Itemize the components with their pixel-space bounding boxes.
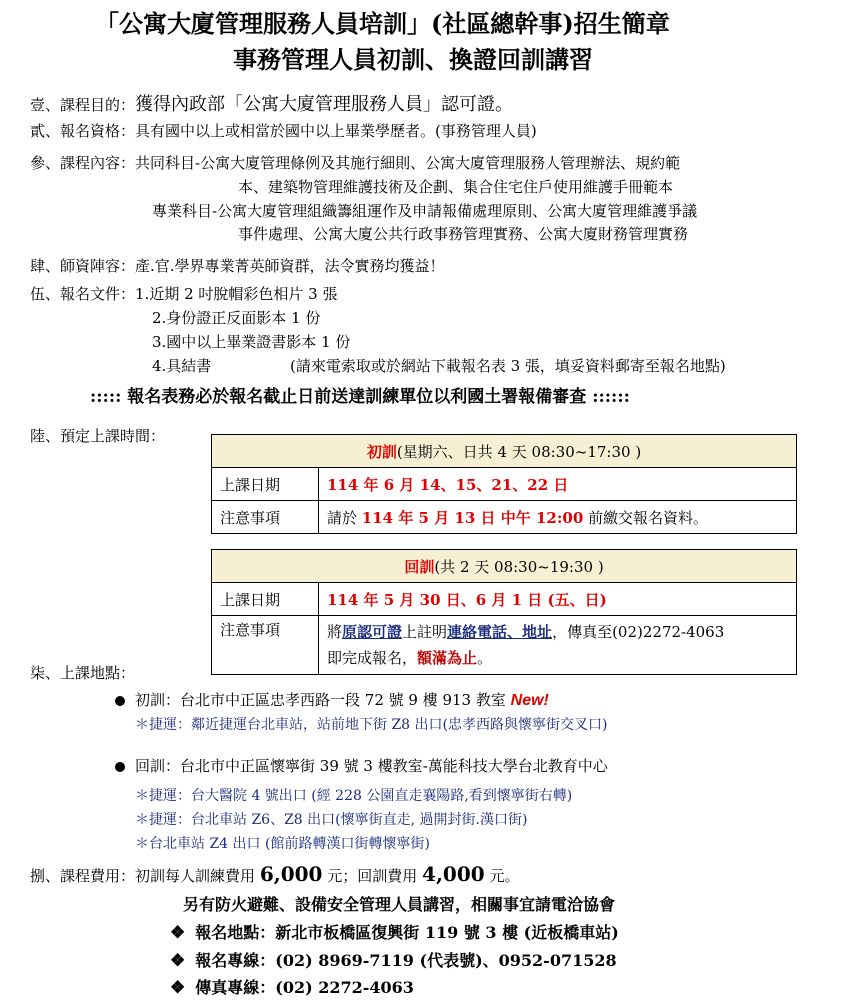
initial-training-table bbox=[211, 434, 797, 534]
initial-mrt: ＊捷運：鄰近捷運台北車站，站前地下街 Z8 出口(忠孝西路與懷寧街交叉口) bbox=[135, 717, 608, 733]
contact-item: ❖ 報名專線：(02) 8969-7119 (代表號)、0952-071528 bbox=[170, 951, 617, 971]
row-value: 將原認可證上註明連絡電話、地址，傳真至(02)2272-4063 即完成報名，額滿為止。 bbox=[319, 616, 797, 675]
header-red: 回訓 bbox=[404, 557, 435, 576]
new-badge: New! bbox=[510, 692, 549, 709]
section-text: 具有國中以上或相當於國中以上畢業學歷者。(事務管理人員) bbox=[135, 122, 537, 140]
page-title: 「公寓大廈管理服務人員培訓」(社區總幹事)招生簡章 bbox=[95, 9, 670, 38]
row-label: 上課日期 bbox=[212, 468, 319, 501]
section-label: 捌、課程費用： bbox=[30, 867, 136, 885]
header-text: (星期六、日共 4 天 08:30~17:30 ) bbox=[396, 442, 642, 461]
section-text: 產.官.學界專業菁英師資群，法令實務均獲益！ bbox=[135, 257, 445, 275]
document-note: (請來電索取或於網站下載報名表 3 張，填妥資料郵寄至報名地點) bbox=[290, 357, 726, 375]
pro-subjects-2: 事件處理、公寓大廈公共行政事務管理實務、公寓大廈財務管理實務 bbox=[238, 225, 689, 243]
row-label: 注意事項 bbox=[212, 616, 319, 675]
table-row bbox=[212, 583, 797, 616]
section-label: 貳、報名資格： bbox=[30, 122, 136, 140]
refresh-fee: 4,000 bbox=[422, 862, 485, 886]
initial-fee: 6,000 bbox=[259, 862, 323, 886]
contact-item: ❖ 傳真專線：(02) 2272-4063 bbox=[170, 978, 414, 998]
section-fee: 捌、課程費用：初訓每人訓練費用 6,000 元；回訓費用 4,000 元。 bbox=[30, 862, 520, 886]
bullet-icon bbox=[115, 696, 125, 706]
document-item: 2.身份證正反面影本 1 份 bbox=[152, 309, 321, 327]
row-value: 請於 114 年 5 月 13 日 中午 12:00 前繳交報名資料。 bbox=[319, 501, 797, 534]
common-subjects-2: 本、建築物管理維護技術及企劃、集合住宅住戶使用維護手冊範本 bbox=[238, 178, 674, 196]
row-value: 114 年 5 月 30 日、6 月 1 日 (五、日) bbox=[319, 583, 797, 616]
document-item: 4.具結書 bbox=[152, 357, 212, 375]
table-row bbox=[212, 501, 797, 534]
initial-location: 初訓：台北市中正區忠孝西路一段 72 號 9 樓 913 教室 New! bbox=[115, 689, 549, 710]
section-content bbox=[30, 152, 680, 173]
section-eligibility bbox=[30, 120, 537, 141]
section-text: 獲得內政部「公寓大廈管理服務人員」認可證。 bbox=[135, 94, 514, 115]
row-value: 114 年 6 月 14、15、21、22 日 bbox=[319, 468, 797, 501]
refresh-mrt: ＊捷運：台北車站 Z6、Z8 出口(懷寧街直走, 過開封街.漢口街) bbox=[135, 812, 528, 828]
section-documents bbox=[30, 283, 338, 304]
extra-courses: 另有防火避難、設備安全管理人員講習，相關事宜請電洽協會 bbox=[183, 895, 616, 914]
section-label: 參、課程內容： bbox=[30, 154, 136, 172]
refresh-training-table bbox=[211, 549, 797, 675]
diamond-icon: ❖ bbox=[170, 951, 186, 971]
page-subtitle: 事務管理人員初訓、換證回訓講習 bbox=[233, 45, 593, 74]
section-location-label: 柒、上課地點： bbox=[30, 664, 136, 682]
contact-item: ❖ 報名地點：新北市板橋區復興街 119 號 3 樓 (近板橋車站) bbox=[170, 923, 619, 943]
document-item: 3.國中以上畢業證書影本 1 份 bbox=[152, 333, 351, 351]
section-purpose bbox=[30, 90, 513, 116]
header-red: 初訓 bbox=[366, 442, 397, 461]
diamond-icon: ❖ bbox=[170, 978, 186, 998]
refresh-mrt: ＊捷運：台大醫院 4 號出口 (經 228 公園直走襄陽路,看到懷寧街右轉) bbox=[135, 788, 573, 804]
refresh-mrt: ＊台北車站 Z4 出口 (館前路轉漢口街轉懷寧街) bbox=[135, 836, 430, 852]
section-schedule-label: 陸、預定上課時間： bbox=[30, 427, 166, 445]
document-item: 1.近期 2 吋脫帽彩色相片 3 張 bbox=[135, 285, 338, 303]
bullet-icon bbox=[115, 762, 125, 772]
section-label: 壹、課程目的： bbox=[30, 96, 136, 114]
table-header bbox=[212, 550, 797, 583]
refresh-location: 回訓：台北市中正區懷寧街 39 號 3 樓教室-萬能科技大學台北教育中心 bbox=[115, 755, 608, 776]
header-text: (共 2 天 08:30~19:30 ) bbox=[434, 557, 604, 576]
table-row bbox=[212, 616, 797, 675]
section-teachers bbox=[30, 255, 445, 276]
row-label: 注意事項 bbox=[212, 501, 319, 534]
row-label: 上課日期 bbox=[212, 583, 319, 616]
common-subjects-1: 共同科目-公寓大廈管理條例及其施行細則、公寓大廈管理服務人管理辦法、規約範 bbox=[135, 154, 681, 172]
section-label: 肆、師資陣容： bbox=[30, 257, 136, 275]
pro-subjects-1: 專業科目-公寓大廈管理組織籌組運作及申請報備處理原則、公寓大廈管理維護爭議 bbox=[152, 202, 698, 220]
table-header bbox=[212, 435, 797, 468]
diamond-icon: ❖ bbox=[170, 923, 186, 943]
section-label: 伍、報名文件： bbox=[30, 285, 136, 303]
notice-banner: ::::: 報名表務必於報名截止日前送達訓練單位以利國土署報備審查 :::::: bbox=[90, 387, 630, 407]
table-row bbox=[212, 468, 797, 501]
